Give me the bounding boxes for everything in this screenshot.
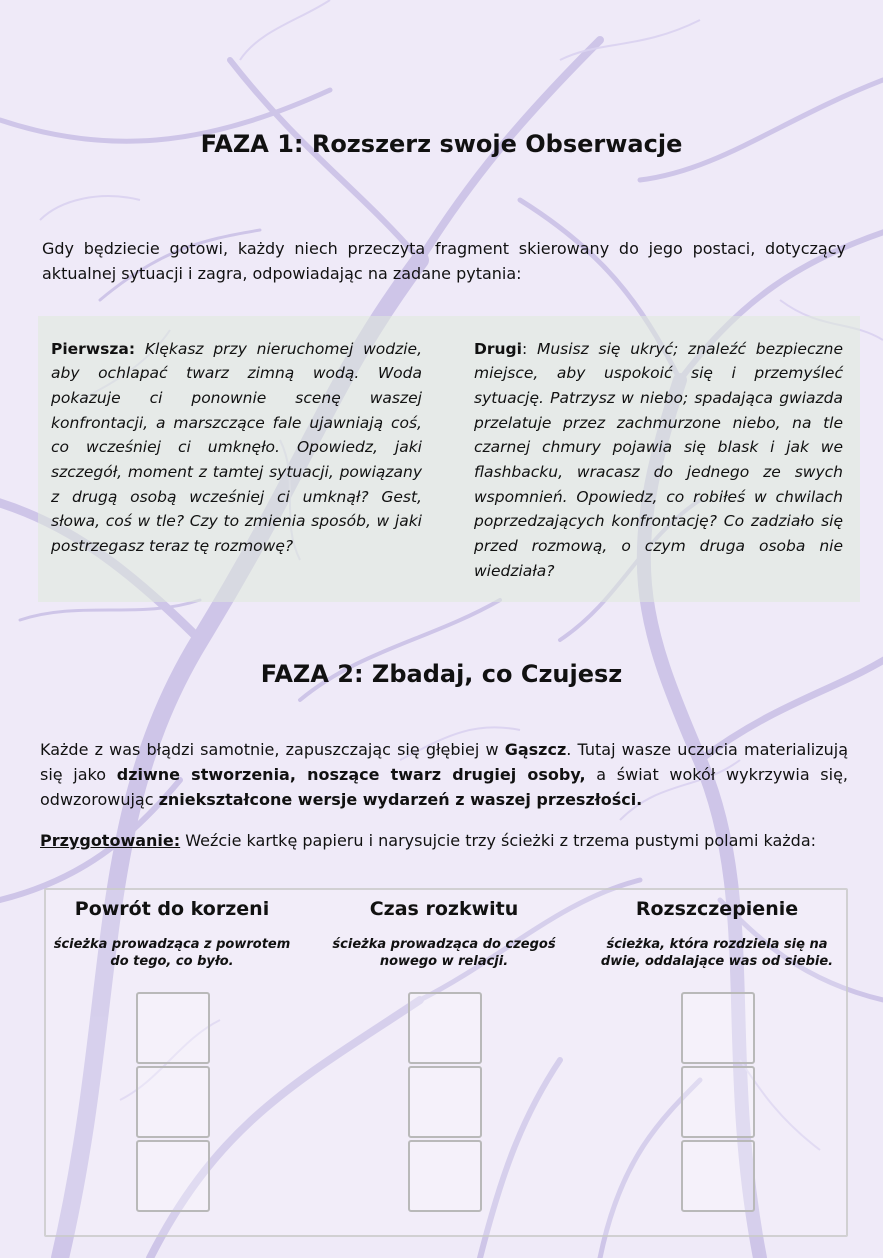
prompt-second-label: Drugi — [474, 339, 522, 358]
phase1-intro: Gdy będziecie gotowi, każdy niech przeczyta fragment skierowany do jego postaci, dotyczący aktualnej sytuacji i zagra, odpowiadając na zadane pytania: — [42, 239, 846, 283]
phase2-intro: Każde z was błądzi samotnie, zapuszczając się głębiej w Gąszcz. Tutaj wasze uczucia materializują się jako dziwne stworzenia, noszące twarz drugiej osoby, a świat wokół wykrzywia się, odwzorowując zniekształcone wersje wydarzeń z waszej przeszłości. — [40, 740, 849, 809]
path-column-bloom — [309, 894, 579, 970]
path-column-split — [582, 894, 852, 970]
empty-field — [681, 1066, 755, 1138]
empty-field — [136, 992, 210, 1064]
preparation-text: Przygotowanie: Weźcie kartkę papieru i narysujcie trzy ścieżki z trzema pustymi polami każda: — [40, 831, 817, 850]
prompt-second-text: Musisz się ukryć; znaleźć bezpieczne miejsce, aby uspokoić się i przemyśleć sytuację. Patrzysz w niebo; spadająca gwiazda przelatuje przez zachmurzone niebo, na tle czarnej chmury pojawia się blask i jak we flashbacku, wracasz do jednego ze swych wspomnień. Opowiedz, co robiłeś w chwilach poprzedzających konfrontację? Co zadziało się przed rozmową, o czym druga osoba nie wiedziała? — [474, 339, 843, 580]
empty-field — [408, 1140, 482, 1212]
phase1-title: FAZA 1: Rozszerz swoje Obserwacje — [200, 130, 683, 158]
path-description: ścieżka, która rozdziela się na dwie, oddalające was od siebie. — [600, 937, 834, 969]
empty-field — [136, 1066, 210, 1138]
empty-field — [681, 1140, 755, 1212]
empty-field — [408, 1066, 482, 1138]
path-title: Powrót do korzeni — [74, 898, 270, 920]
prompt-first-label: Pierwsza: — [51, 339, 136, 358]
empty-field — [681, 992, 755, 1064]
prompt-second: Drugi: Musisz się ukryć; znaleźć bezpieczne miejsce, aby uspokoić się i przemyśleć sytuację. Patrzysz w niebo; spadająca gwiazda przelatuje przez zachmurzone niebo, na tle czarnej chmury pojawia się blask i jak we flashbacku, wracasz do jednego ze swych wspomnień. Opowiedz, co robiłeś w chwilach poprzedzających konfrontację? Co zadziało się przed rozmową, o czym druga osoba nie wiedziała? — [474, 339, 843, 580]
path-title: Rozszczepienie — [635, 898, 799, 920]
path-description: ścieżka prowadząca z powrotem do tego, co było. — [53, 937, 291, 969]
prompt-first — [51, 337, 422, 559]
path-title: Czas rozkwitu — [369, 898, 519, 920]
preparation-label: Przygotowanie: — [40, 831, 181, 850]
empty-field — [136, 1140, 210, 1212]
path-column-roots — [37, 894, 307, 970]
phase2-title: FAZA 2: Zbadaj, co Czujesz — [260, 660, 623, 688]
path-description: ścieżka prowadząca do czegoś nowego w relacji. — [332, 937, 556, 969]
empty-field — [408, 992, 482, 1064]
prompt-first-text: Klękasz przy nieruchomej wodzie, aby ochlapać twarz zimną wodą. Woda pokazuje ci ponownie scenę waszej konfrontacji, a marszczące fale ujawniają coś, co wcześniej ci umknęło. Opowiedz, jaki szczegół, moment z tamtej sytuacji, powiązany z drugą osobą wcześniej ci umknął? Gest, słowa, coś w tle? Czy to zmienia sposób, w jaki postrzegasz teraz tę rozmowę? — [51, 339, 422, 556]
